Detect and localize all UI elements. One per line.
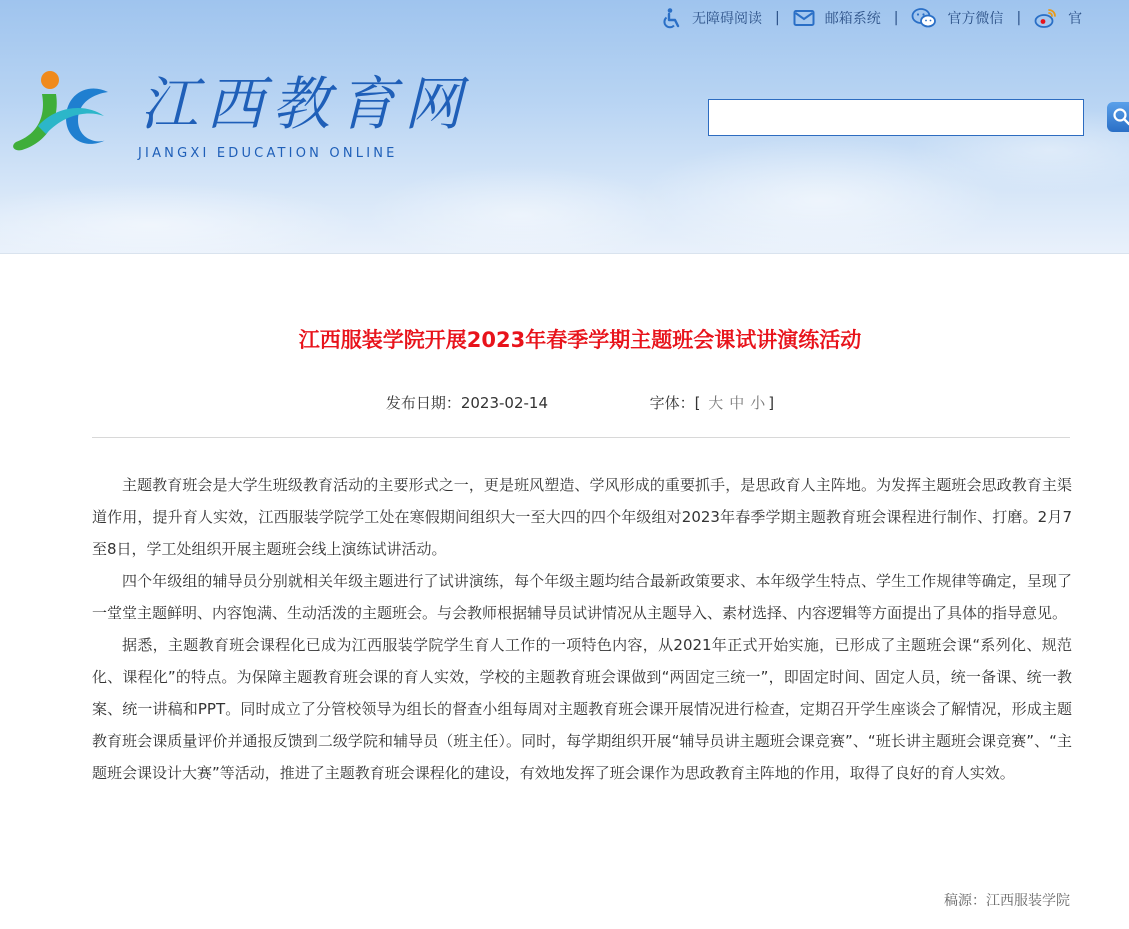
accessibility-link[interactable] bbox=[660, 7, 762, 29]
top-links-bar bbox=[660, 6, 1082, 30]
weibo-link[interactable] bbox=[1034, 7, 1082, 29]
logo-title: 江西教育网 bbox=[140, 70, 471, 138]
site-header bbox=[0, 0, 1129, 254]
date-label: 发布日期： bbox=[385, 394, 461, 412]
paragraph: 四个年级组的辅导员分别就相关年级主题进行了试讲演练，每个年级主题均结合最新政策要求、本年级学生特点、学生工作规律等确定，呈现了一堂堂主题鲜明、内容饱满、生动活泼的主题班会。与会教师根据辅导员试讲情况从主题导入、素材选择、内容逻辑等方面提出了具体的指导意见。 bbox=[92, 572, 1072, 622]
font-size-large[interactable]: 大 bbox=[708, 394, 724, 412]
title-divider bbox=[92, 437, 1070, 438]
separator: | bbox=[775, 10, 780, 26]
paragraph: 主题教育班会是大学生班级教育活动的主要形式之一，更是班风塑造、学风形成的重要抓手，是思政育人主阵地。为发挥主题班会思政教育主渠道作用，提升育人实效，江西服装学院学工处在寒假期间组织大一至大四的四个年级组对2023年春季学期主题教育班会课程进行制作、打磨。2月7至8日，学工处组织开展主题班会线上演练试讲活动。 bbox=[92, 476, 1072, 558]
search-icon bbox=[1112, 107, 1129, 127]
weibo-icon bbox=[1034, 7, 1058, 29]
accessibility-icon bbox=[660, 7, 682, 29]
bracket-close: ] bbox=[768, 394, 775, 412]
font-size-label: 字体： bbox=[649, 394, 695, 412]
article-source: 稿源：江西服装学院 bbox=[944, 893, 1070, 909]
mail-link[interactable] bbox=[793, 8, 881, 28]
publish-date: 2023-02-14 bbox=[460, 394, 549, 412]
jx-logo-icon bbox=[8, 64, 118, 164]
wechat-label: 官方微信 bbox=[947, 11, 1004, 27]
logo-subtitle: JIANGXI EDUCATION ONLINE bbox=[138, 146, 398, 161]
accessibility-label: 无障碍阅读 bbox=[692, 11, 762, 27]
wechat-icon bbox=[911, 7, 937, 29]
article-meta bbox=[0, 392, 1129, 413]
site-logo[interactable] bbox=[8, 64, 471, 164]
article-body bbox=[92, 469, 1072, 789]
search-button[interactable] bbox=[1107, 102, 1129, 132]
paragraph: 据悉，主题教育班会课程化已成为江西服装学院学生育人工作的一项特色内容，从2021年正式开始实施，已形成了主题班会课“系列化、规范化、课程化”的特点。为保障主题教育班会课的育人实效，学校的主题教育班会课做到“两固定三统一”，即固定时间、固定人员，统一备课、统一教案、统一讲稿和PPT。同时成立了分管校领导为组长的督查小组每周对主题教育班会课开展情况进行检查，定期召开学生座谈会了解情况，形成主题教育班会课质量评价并通报反馈到二级学院和辅导员（班主任）。同时，每学期组织开展“辅导员讲主题班会课竞赛”、“班长讲主题班会课竞赛”、“主题班会课设计大赛”等活动，推进了主题教育班会课程化的建设，有效地发挥了班会课作为思政教育主阵地的作用，取得了良好的育人实效。 bbox=[92, 636, 1072, 782]
font-size-medium[interactable]: 中 bbox=[729, 394, 745, 412]
mail-icon bbox=[793, 9, 815, 27]
search-input[interactable] bbox=[708, 99, 1084, 136]
font-size-small[interactable]: 小 bbox=[750, 394, 766, 412]
bracket-open: [ bbox=[694, 394, 701, 412]
weibo-label: 官 bbox=[1068, 11, 1083, 27]
article-title: 江西服装学院开展2023年春季学期主题班会课试讲演练活动 bbox=[298, 328, 862, 352]
separator: | bbox=[1016, 10, 1022, 26]
separator: | bbox=[893, 10, 899, 26]
mail-label: 邮箱系统 bbox=[824, 11, 881, 27]
wechat-link[interactable] bbox=[911, 7, 1003, 29]
